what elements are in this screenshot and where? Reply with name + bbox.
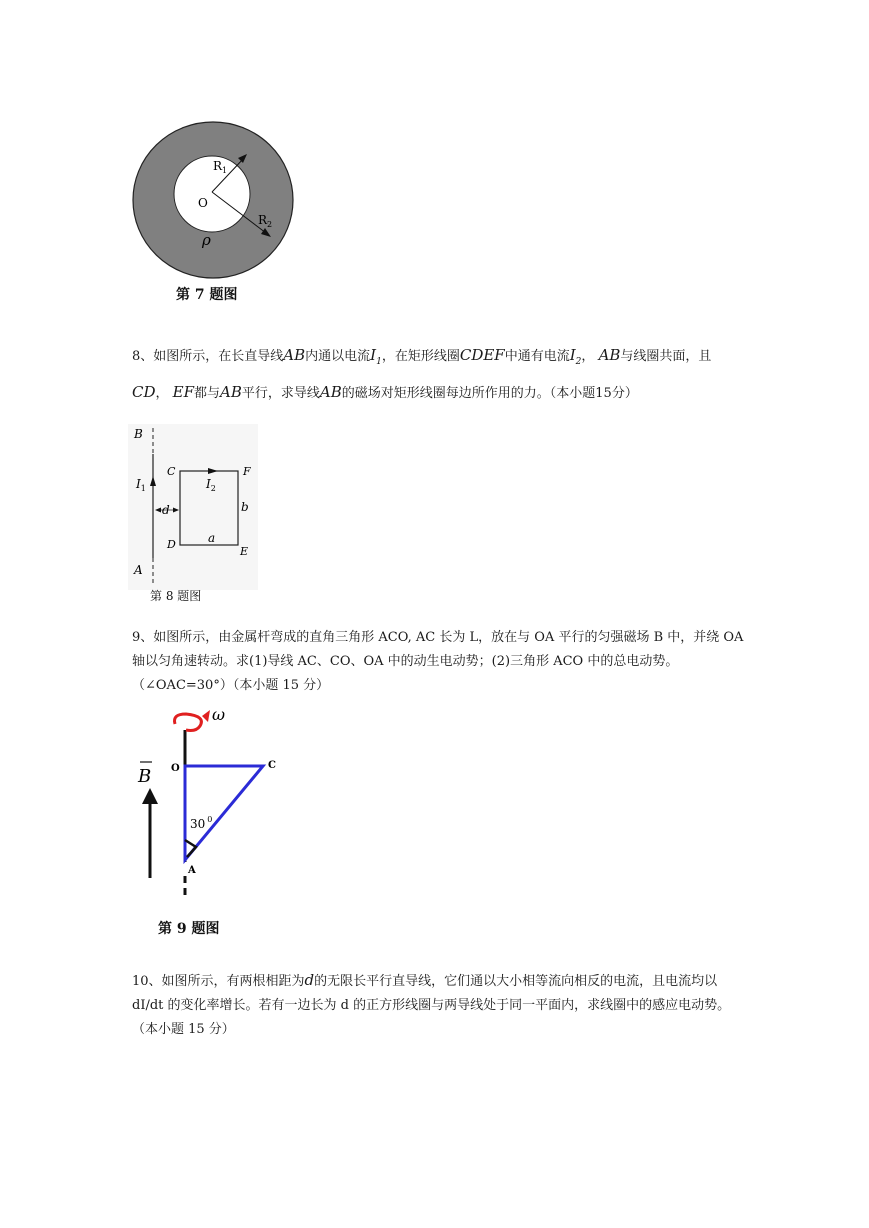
question-8-text: 8、如图所示，在长直导线AB内通以电流$I_1$，在矩形线圈CDEF中通有电流$I_2$， AB与线圈共面，且CD， EF都与AB平行，求导线AB的磁场对矩形线圈每边所作用的力。（本小题15分）	[132, 346, 712, 401]
inner-hole	[174, 156, 250, 232]
label-omega: ω	[212, 705, 226, 724]
figure-9-rotating-triangle	[130, 700, 290, 905]
triangle-aco	[185, 766, 263, 860]
field-b-arrowhead	[142, 788, 158, 804]
label-a-wire: A	[134, 563, 143, 577]
label-f: F	[243, 465, 251, 478]
figure-8-wire-loop	[128, 424, 258, 590]
angle-marker	[185, 840, 196, 857]
label-a-side: a	[208, 531, 216, 545]
label-angle-30: 30 $^0$	[190, 815, 213, 831]
label-c: C	[167, 465, 176, 478]
label-rho: ρ	[202, 231, 211, 249]
label-i2: $I_2$	[206, 477, 216, 493]
question-10-text: 10、如图所示，有两根相距为d的无限长平行直导线，它们通以大小相等流向相反的电流，且电流均以 dI/dt 的变化率增长。若有一边长为 d 的正方形线圈与两导线处于同一平面内，求线圈中的感应电动势。 （本小题 15 分）	[132, 971, 731, 1037]
rotation-arrow	[174, 714, 201, 731]
figure-8-caption: 第 8 题图	[150, 589, 202, 603]
label-a-point: A	[188, 865, 196, 876]
figure-7-annulus	[130, 120, 300, 280]
label-d-corner: D	[167, 538, 176, 551]
label-i1: $I_1$	[136, 477, 146, 493]
label-e: E	[240, 545, 249, 558]
question-9-text: 9、如图所示，由金属杆弯成的直角三角形 ACO, AC 长为 L，放在与 OA 平行的匀强磁场 B 中，并绕 OA 轴以匀角速转动。求(1)导线 AC、CO、OA 中的动生电动势；(2)三角形 ACO 中的总电动势。（∠OAC=30°）（本小题 15 分）	[132, 630, 744, 693]
figure-9-caption: 第 9 题图	[158, 921, 220, 937]
label-c-point: C	[268, 760, 276, 771]
label-d-distance: d	[162, 503, 170, 517]
label-r1: $R_1$	[213, 159, 228, 175]
label-o: O	[198, 196, 208, 210]
label-o-point: O	[171, 763, 180, 774]
label-b-wire: B	[134, 427, 143, 441]
rotation-arrowhead	[202, 710, 210, 722]
label-b-side: b	[241, 500, 249, 514]
label-b-field: B	[138, 766, 152, 787]
figure-7-caption: 第 7 题图	[176, 287, 238, 303]
label-r2: $R_2$	[258, 213, 273, 229]
